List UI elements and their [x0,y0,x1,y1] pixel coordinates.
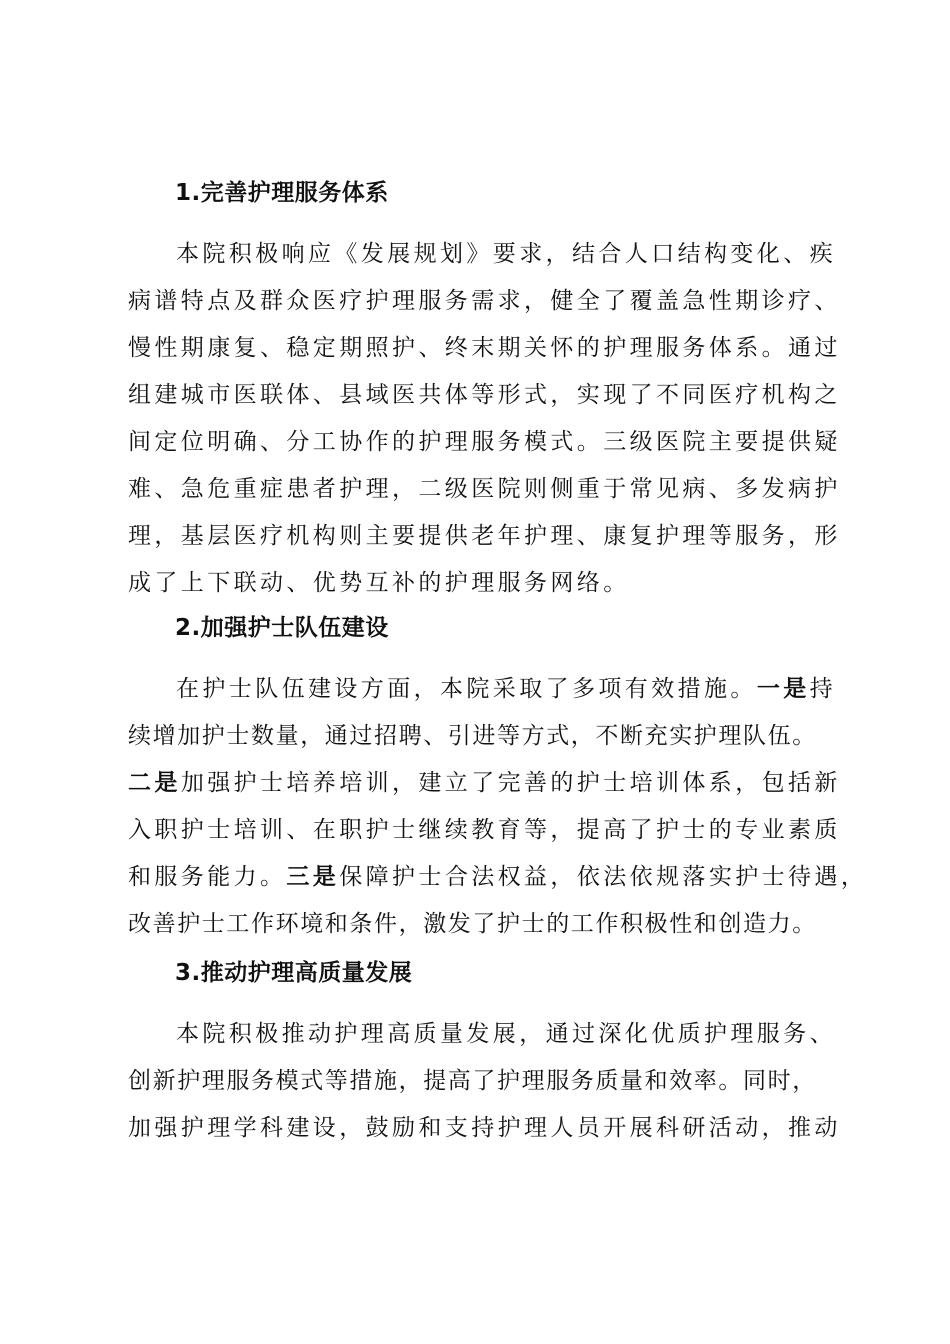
emphasis-third: 三是 [286,864,340,890]
paragraph-line: 本院积极响应《发展规划》要求，结合人口结构变化、疾 [176,241,836,267]
emphasis-second: 二是 [128,770,181,796]
line-text: 和服务能力。 [128,864,287,890]
section-heading-1: 1.完善护理服务体系 [175,180,389,206]
paragraph-line [128,666,837,713]
paragraph-line: 病谱特点及群众医疗护理服务需求，健全了覆盖急性期诊疗、 [128,288,841,314]
section-heading-2: 2.加强护士队伍建设 [175,615,389,641]
paragraph-line: 成了上下联动、优势互补的护理服务网络。 [128,570,630,596]
line-text: 保障护士合法权益，依法依规落实护士待遇， [339,864,868,890]
section-1-paragraph [128,231,841,607]
paragraph-line: 加强护理学科建设，鼓励和支持护理人员开展科研活动，推动 [128,1115,841,1141]
paragraph-line: 组建城市医联体、县域医共体等形式，实现了不同医疗机构之 [128,382,841,408]
paragraph-line: 改善护士工作环境和条件，激发了护士的工作积极性和创造力。 [128,911,817,937]
section-2-paragraph [128,666,868,948]
line-text: 加强护士培养培训，建立了完善的护士培训体系，包括新 [180,770,841,796]
paragraph-line: 慢性期康复、稳定期照护、终末期关怀的护理服务体系。通过 [128,335,841,361]
paragraph-line: 创新护理服务模式等措施，提高了护理服务质量和效率。同时， [128,1068,817,1094]
emphasis-first: 一是 [756,676,810,702]
paragraph-line: 难、急危重症患者护理，二级医院则侧重于常见病、多发病护 [128,476,841,502]
line-text: 持 [809,676,837,702]
paragraph-line: 本院积极推动护理高质量发展，通过深化优质护理服务、 [176,1021,836,1047]
paragraph-line [128,854,868,901]
paragraph-line: 续增加护士数量，通过招聘、引进等方式，不断充实护理队伍。 [128,723,817,749]
paragraph-line: 理，基层医疗机构则主要提供老年护理、康复护理等服务，形 [128,523,841,549]
section-heading-3: 3.推动护理高质量发展 [175,960,413,986]
paragraph-line: 间定位明确、分工协作的护理服务模式。三级医院主要提供疑 [128,429,841,455]
section-3-paragraph [128,1011,841,1152]
line-text: 在护士队伍建设方面，本院采取了多项有效措施。 [176,676,757,702]
paragraph-line: 入职护士培训、在职护士继续教育等，提高了护士的专业素质 [128,817,841,843]
paragraph-line [128,760,841,807]
